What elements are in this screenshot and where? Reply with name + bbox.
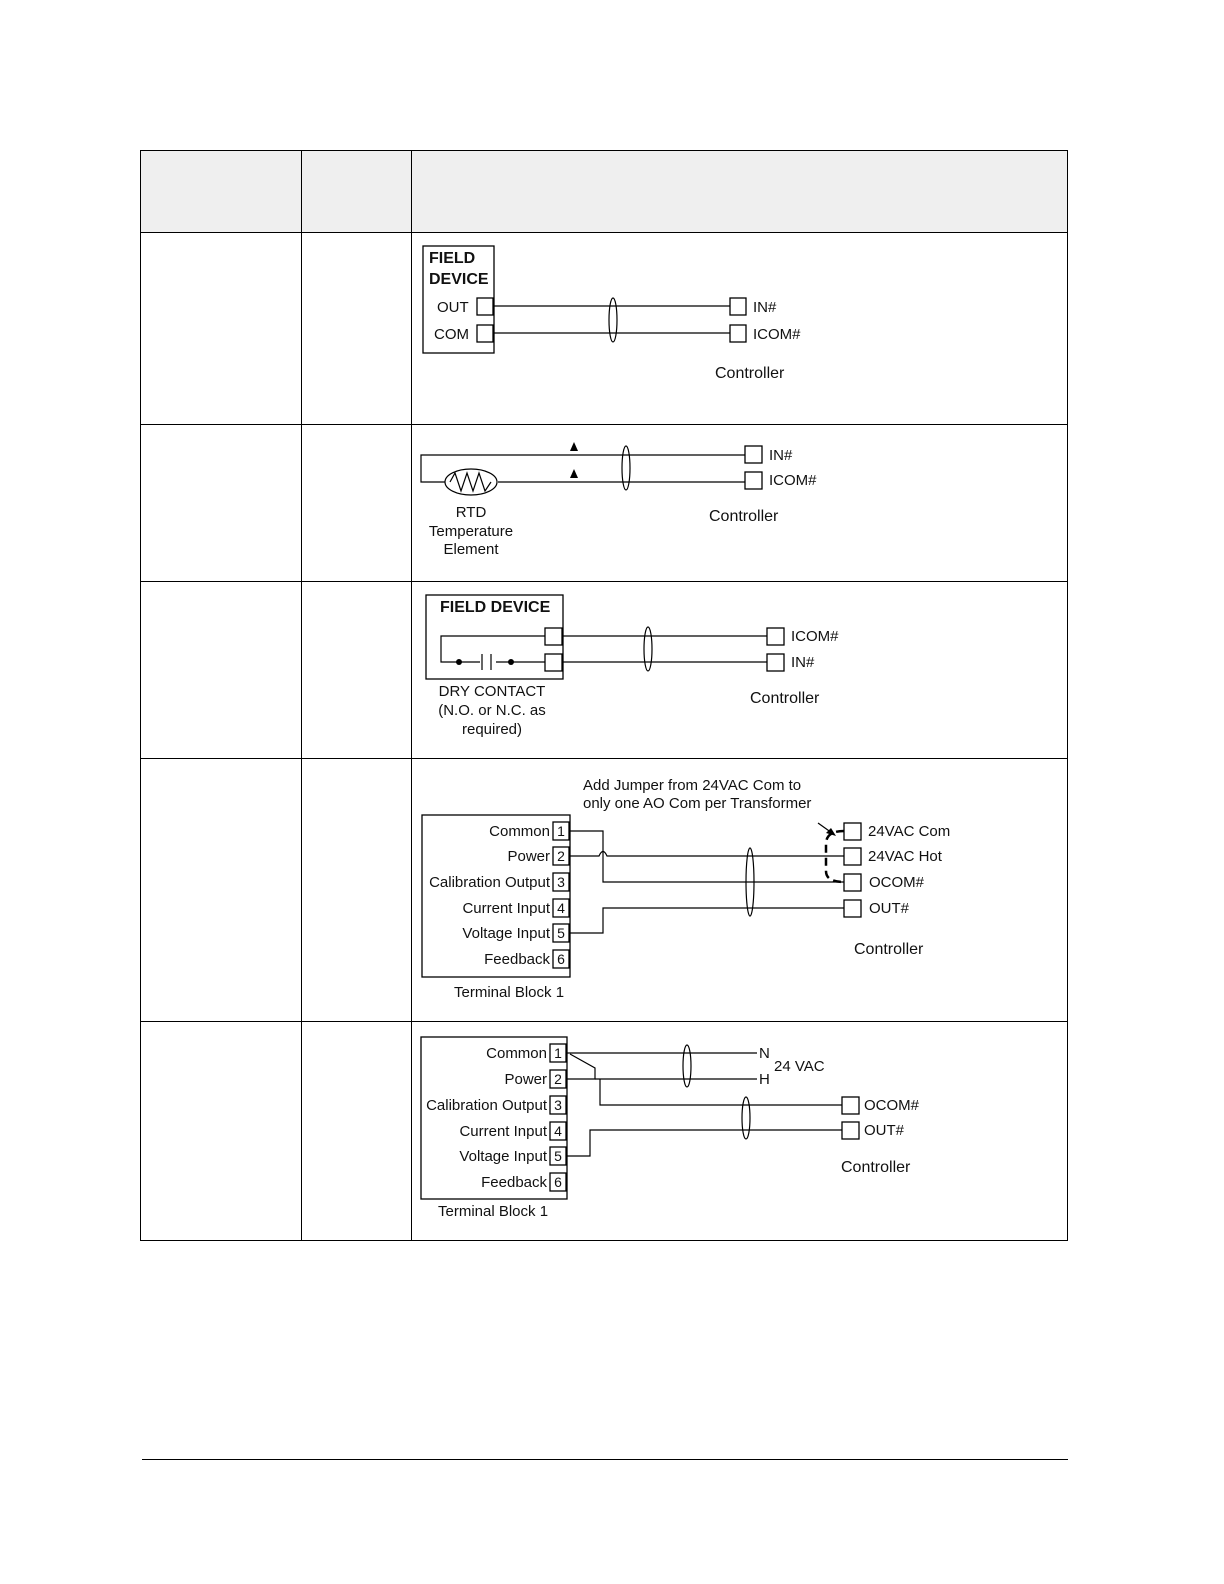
shield-icon xyxy=(683,1045,691,1087)
ocom-terminal-box xyxy=(844,874,861,891)
row-5-cell-1 xyxy=(141,1022,302,1241)
row-3-diagram-cell xyxy=(412,582,1068,759)
ground-mark-icon xyxy=(570,469,578,478)
row-3-cell-2 xyxy=(302,582,412,759)
wire xyxy=(569,908,844,933)
shield-icon xyxy=(742,1097,750,1139)
terminal-number: 6 xyxy=(554,1174,562,1190)
device-title: FIELD DEVICE xyxy=(440,599,551,616)
in-device-terminal-box xyxy=(545,654,562,671)
icom-terminal-box xyxy=(745,472,762,489)
terminal-block-label: Terminal Block 1 xyxy=(454,984,565,1001)
terminal-number: 3 xyxy=(554,1097,562,1113)
contact-wire xyxy=(441,636,545,662)
controller-label: Controller xyxy=(715,365,785,382)
contact-label-line3: required) xyxy=(461,721,523,738)
terminal-number: 6 xyxy=(557,951,565,967)
in-terminal-label: IN# xyxy=(791,654,815,671)
resistor-icon xyxy=(450,473,491,491)
rtd-label-line3: Element xyxy=(443,541,499,558)
icom-terminal-label: ICOM# xyxy=(753,326,801,343)
out-label: OUT xyxy=(437,299,469,316)
row-2-cell-2 xyxy=(302,425,412,582)
row-3-cell-1 xyxy=(141,582,302,759)
vac-com-terminal-box xyxy=(844,823,861,840)
terminal-name: Feedback xyxy=(484,951,550,968)
terminal-name: Voltage Input xyxy=(459,1148,547,1165)
row-1-diagram-cell xyxy=(412,233,1068,425)
ocom-terminal-label: OCOM# xyxy=(869,874,925,891)
table-row xyxy=(141,233,1068,425)
table-row xyxy=(141,582,1068,759)
controller-label: Controller xyxy=(841,1159,911,1176)
vac-hot-label: 24VAC Hot xyxy=(868,848,942,865)
terminal-number: 2 xyxy=(557,848,565,864)
rtd-element-icon xyxy=(445,469,497,495)
contact-dot-icon xyxy=(508,659,514,665)
h-label: H xyxy=(759,1071,770,1088)
wire xyxy=(600,1079,844,1105)
out-terminal-label: OUT# xyxy=(869,900,910,917)
footer-rule xyxy=(142,1459,1068,1460)
dry-contact-input-diagram xyxy=(412,582,1068,758)
out-terminal-label: OUT# xyxy=(864,1122,905,1139)
wire xyxy=(566,1054,595,1079)
in-terminal-label: IN# xyxy=(753,299,777,316)
terminal-name: Power xyxy=(507,848,550,865)
shield-icon xyxy=(622,446,630,490)
icom-terminal-box xyxy=(767,628,784,645)
icom-terminal-label: ICOM# xyxy=(769,472,817,489)
out-terminal-box xyxy=(842,1122,859,1139)
rtd-label-line2: Temperature xyxy=(428,523,514,540)
terminal-list xyxy=(426,1044,566,1191)
row-2-cell-1 xyxy=(141,425,302,582)
row-1-cell-1 xyxy=(141,233,302,425)
terminal-name: Feedback xyxy=(481,1174,547,1191)
ocom-terminal-box xyxy=(842,1097,859,1114)
terminal-list xyxy=(429,822,569,968)
terminal-number: 4 xyxy=(554,1123,562,1139)
in-terminal-box xyxy=(745,446,762,463)
terminal-name: Current Input xyxy=(462,900,550,917)
terminal-number: 1 xyxy=(554,1045,562,1061)
row-5-cell-2 xyxy=(302,1022,412,1241)
icom-terminal-box xyxy=(730,325,746,342)
terminal-number: 1 xyxy=(557,823,565,839)
rtd-label-line1: RTD xyxy=(455,504,487,521)
vac-label: 24 VAC xyxy=(774,1058,825,1075)
vac-com-label: 24VAC Com xyxy=(868,823,951,840)
wiring-table xyxy=(140,150,1068,1241)
shield-icon xyxy=(609,298,617,342)
terminal-name: Voltage Input xyxy=(462,925,550,942)
terminal-name: Current Input xyxy=(459,1123,547,1140)
vac-hot-terminal-box xyxy=(844,848,861,865)
contact-label-line1: DRY CONTACT xyxy=(438,683,546,700)
controller-label: Controller xyxy=(750,690,820,707)
header-cell-2 xyxy=(302,151,412,233)
table-row xyxy=(141,425,1068,582)
actuator-output-jumper-diagram xyxy=(412,759,1068,1021)
in-terminal-box xyxy=(730,298,746,315)
row-2-diagram-cell xyxy=(412,425,1068,582)
jumper-note-line2: only one AO Com per Transformer xyxy=(583,795,812,812)
terminal-name: Common xyxy=(489,823,550,840)
terminal-block-label: Terminal Block 1 xyxy=(438,1203,549,1220)
terminal-name: Calibration Output xyxy=(426,1097,547,1114)
terminal-number: 2 xyxy=(554,1071,562,1087)
field-device-input-diagram xyxy=(412,233,1068,424)
controller-label: Controller xyxy=(854,941,924,958)
rtd-input-diagram xyxy=(412,425,1068,581)
wire xyxy=(566,1130,844,1156)
table-header-row xyxy=(141,151,1068,233)
com-terminal-box xyxy=(477,325,493,342)
out-terminal-box xyxy=(844,900,861,917)
out-terminal-box xyxy=(477,298,493,315)
terminal-number: 5 xyxy=(554,1148,562,1164)
terminal-name: Power xyxy=(504,1071,547,1088)
wire xyxy=(569,852,844,857)
ocom-terminal-label: OCOM# xyxy=(864,1097,920,1114)
row-1-cell-2 xyxy=(302,233,412,425)
device-title-line2: DEVICE xyxy=(429,271,489,288)
terminal-number: 3 xyxy=(557,874,565,890)
icom-device-terminal-box xyxy=(545,628,562,645)
in-terminal-box xyxy=(767,654,784,671)
com-label: COM xyxy=(434,326,469,343)
row-5-diagram-cell xyxy=(412,1022,1068,1241)
row-4-diagram-cell xyxy=(412,759,1068,1022)
terminal-number: 4 xyxy=(557,900,565,916)
contact-dot-icon xyxy=(456,659,462,665)
shield-icon xyxy=(644,627,652,671)
device-title-line1: FIELD xyxy=(429,250,476,267)
row-4-cell-1 xyxy=(141,759,302,1022)
terminal-name: Calibration Output xyxy=(429,874,550,891)
n-label: N xyxy=(759,1045,770,1062)
header-cell-1 xyxy=(141,151,302,233)
controller-label: Controller xyxy=(709,508,779,525)
terminal-name: Common xyxy=(486,1045,547,1062)
actuator-output-24vac-diagram xyxy=(412,1022,1068,1240)
terminal-number: 5 xyxy=(557,925,565,941)
contact-label-line2: (N.O. or N.C. as xyxy=(438,702,546,719)
header-cell-3 xyxy=(412,151,1068,233)
row-4-cell-2 xyxy=(302,759,412,1022)
table-row xyxy=(141,1022,1068,1241)
icom-terminal-label: ICOM# xyxy=(791,628,839,645)
table-row xyxy=(141,759,1068,1022)
ground-mark-icon xyxy=(570,442,578,451)
in-terminal-label: IN# xyxy=(769,447,793,464)
jumper-note-line1: Add Jumper from 24VAC Com to xyxy=(583,777,802,794)
